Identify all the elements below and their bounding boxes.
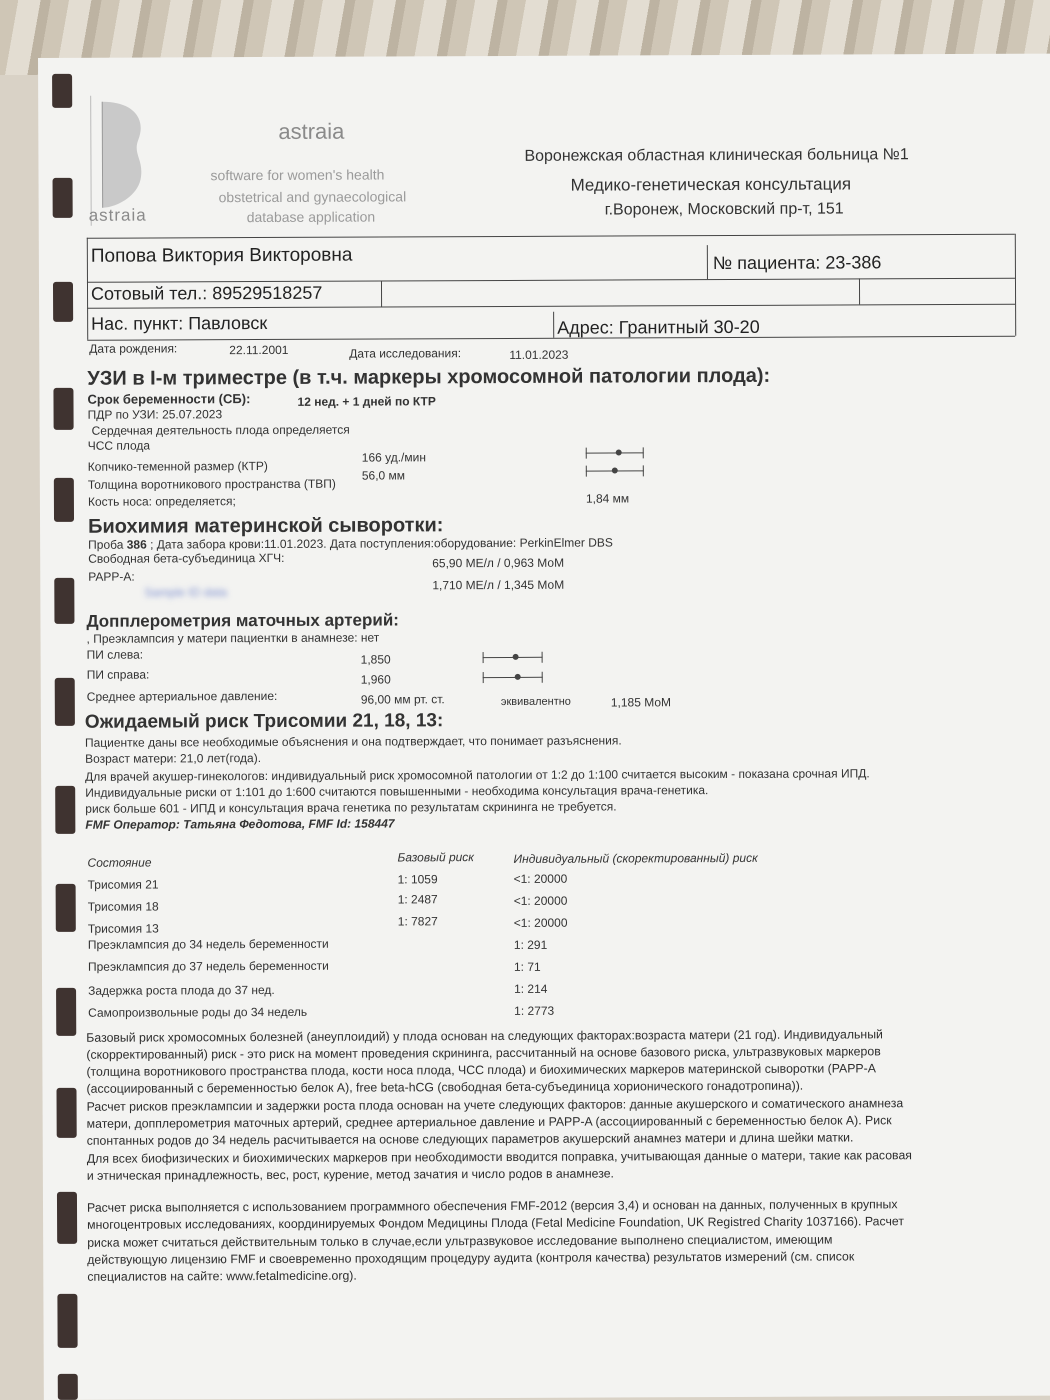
punch-hole: [53, 388, 73, 430]
tvp-value: 1,84 мм: [585, 491, 630, 506]
table-cell: 1: 7827: [397, 914, 438, 929]
patient-locality: Нас. пункт: Павловск: [91, 313, 268, 334]
punch-hole: [54, 578, 74, 624]
pi-right-value: 1,960: [360, 672, 391, 687]
hospital-name: Воронежская областная клиническая больница №1: [524, 146, 909, 165]
logo-tagline: obstetrical and gynaecological: [218, 188, 407, 206]
term-label: Срок беременности (СБ):: [87, 391, 251, 407]
pi-left-label: ПИ слева:: [86, 647, 144, 662]
punch-hole: [57, 1294, 77, 1348]
explanation-line: Для всех биофизических и биохимических маркеров при необходимости вводится поправка, учитывающая данные о матери, такие как расовая: [86, 1148, 912, 1166]
explanation-line: (ассоциированный с беременностью белок А), free beta-hCG (свободная бета-субъединица хорионического гонадотропина)).: [86, 1078, 804, 1096]
table-cell: <1: 20000: [513, 871, 568, 886]
table-border: [381, 281, 382, 307]
table-cell: 1: 71: [513, 959, 541, 974]
explanation-line: (толщина воротникового пространства плода, кости носа плода, ЧСС плода) и биохимических маркеров материнской сыворотки (PAPP-A: [86, 1061, 876, 1079]
patient-phone: Сотовый тел.: 89529518257: [90, 282, 323, 304]
risk-title: Ожидаемый риск Трисомии 21, 18, 13:: [84, 710, 444, 733]
table-border: [87, 238, 88, 340]
patient-address: Адрес: Гранитный 30-20: [557, 316, 760, 338]
hcg-value: 65,90 МЕ/л / 0,963 МоМ: [432, 555, 565, 571]
astraia-logo-icon: [94, 99, 164, 209]
map-mom: 1,185 МоМ: [610, 695, 672, 710]
explanation-line: спонтанных родов до 34 недель расчитывается на основе следующих параметров акушерский анамнез матери и длина шейки матки.: [86, 1130, 854, 1148]
table-cell: 1: 291: [513, 937, 548, 952]
department-name: Медико-генетическая консультация: [570, 174, 852, 195]
table-cell: Самопроизвольные роды до 34 недель: [88, 1004, 308, 1020]
risk-line: Для врачей акушер-гинекологов: индивидуальный риск хромосомной патологии от 1:2 до 1:100 считается высоким - показана срочная ИПД.: [85, 766, 870, 784]
risk-line: Индивидуальные риски от 1:101 до 1:600 считаются повышенными - необходима консультация врача-генетика.: [85, 783, 709, 800]
table-border: [87, 336, 1015, 341]
table-cell: Преэклампсия до 37 недель беременности: [87, 958, 329, 974]
table-border: [707, 245, 708, 279]
explanation-line: Расчет рисков преэклампсии и задержки роста плода основан на учете следующих факторов: данные акушерского и соматического анамнеза: [86, 1096, 904, 1114]
footer-line: многоцентровых исследованиях, координируемых Фондом Медицины Плода (Fetal Medicine Foundation, UK Registred Charity 1037166). Расчет: [87, 1214, 904, 1232]
footer-line: действующую лицензию FMF и своевременно проходящим процедуру аудита (контроля качества) результатов измерений (см. список: [87, 1249, 855, 1267]
papp-value: 1,710 МЕ/л / 1,345 МоМ: [432, 577, 565, 593]
logo-tagline: database application: [246, 208, 376, 226]
explanation-line: матери, допплерометрия маточных артерий, среднее артериальное давление и PAPP-A (ассоциированный с беременностью белок А). Риск: [86, 1113, 892, 1131]
punch-hole: [56, 988, 76, 1036]
hr-value: 166 уд./мин: [361, 450, 426, 465]
exam-date-label: Дата исследования:: [349, 346, 462, 361]
table-cell: 1: 2773: [514, 1003, 555, 1018]
pi-right-marker: [483, 672, 543, 682]
table-cell: Преэклампсия до 34 недель беременности: [87, 936, 329, 952]
pi-left-marker: [483, 652, 543, 662]
table-cell: Задержка роста плода до 37 нед.: [88, 982, 275, 998]
footer-line: специалистов на сайте: www.fetalmedicine.org).: [87, 1268, 357, 1284]
punch-hole: [57, 1192, 77, 1244]
punch-hole: [55, 678, 75, 726]
logo-wordmark: astraia: [88, 205, 147, 225]
table-cell: 1: 214: [514, 981, 548, 996]
biochem-title: Биохимия материнской сыворотки:: [87, 514, 444, 538]
table-border: [87, 278, 1015, 283]
nose-bone: Кость носа: определяется;: [87, 494, 236, 509]
table-cell: Трисомия 13: [87, 921, 159, 936]
table-header: Индивидуальный (скоректированный) риск: [513, 850, 758, 866]
table-border: [553, 312, 554, 338]
hr-label: ЧСС плода: [87, 438, 151, 453]
fmf-operator: FMF Оператор: Татьяна Федотова, FMF Id: 158447: [85, 816, 395, 832]
preeclampsia-history: , Преэклампсия у матери пациентки в анамнезе: нет: [86, 630, 380, 646]
punch-hole: [56, 1088, 76, 1138]
footer-line: риска может считаться действительным только в случае,если ультразвуковое исследование выполнено специалистом, имеющим: [87, 1232, 833, 1250]
ktr-value: 56,0 мм: [361, 468, 406, 483]
pdr-text: ПДР по УЗИ: 25.07.2023: [87, 407, 223, 422]
table-cell: Трисомия 21: [87, 877, 159, 892]
dob-label: Дата рождения:: [89, 341, 178, 356]
sample-info: Проба 386 ; Дата забора крови:11.01.2023. Дата поступления:оборудование: PerkinElmer DBS: [88, 535, 613, 552]
papp-label: PAPP-A:: [88, 569, 135, 584]
punch-hole: [56, 884, 76, 932]
punch-hole: [53, 178, 73, 218]
hospital-address: г.Воронеж, Московский пр-т, 151: [604, 200, 844, 219]
table-border: [1015, 234, 1016, 336]
explanation-line: Базовый риск хромосомных болезней (анеуплоидий) у плода основан на следующих факторах:возраста матери (21 год). Индивидуальный: [86, 1027, 883, 1045]
table-cell: Трисомия 18: [87, 899, 159, 914]
table-cell: <1: 20000: [513, 893, 568, 908]
punch-hole: [52, 74, 72, 108]
table-cell: 1: 1059: [397, 872, 438, 887]
punch-hole: [58, 1374, 78, 1400]
dob-value: 22.11.2001: [229, 342, 289, 358]
explanation-line: и этническая принадлежность, вес, рост, курение, метод зачатия и число родов в анамнезе.: [86, 1166, 614, 1183]
ktr-label: Копчико-теменной размер (КТР): [87, 459, 268, 474]
heart-activity: Сердечная деятельность плода определяется: [91, 422, 350, 438]
table-border: [859, 278, 860, 304]
map-value: 96,00 мм рт. ст.: [360, 692, 445, 707]
term-value: 12 нед. + 1 дней по КТР: [297, 394, 436, 409]
logo-title: astraia: [278, 118, 345, 144]
doppler-title: Допплерометрия маточных артерий:: [86, 610, 399, 631]
exam-date-value: 11.01.2023: [509, 347, 569, 362]
hr-marker: [586, 447, 644, 457]
table-cell: <1: 20000: [513, 915, 568, 930]
tvp-label: Толщина воротникового пространства (ТВП): [87, 476, 336, 492]
redacted-text: Sample ID data: [144, 585, 228, 600]
risk-line: Пациентке даны все необходимые объяснения и она подтверждает, что понимает разъяснения.: [84, 733, 622, 750]
punch-hole: [53, 282, 73, 322]
hcg-label: Свободная бета-субъединица ХГЧ:: [88, 550, 285, 566]
map-equiv: эквивалентно: [500, 695, 571, 708]
ultrasound-title: УЗИ в I-м триместре (в т.ч. маркеры хромосомной патологии плода):: [87, 364, 771, 390]
pi-left-value: 1,850: [360, 652, 391, 667]
table-border: [87, 234, 1015, 239]
patient-id: № пациента: 23-386: [712, 252, 882, 274]
explanation-line: (скорректированный) риск - это риск на момент проведения скрининга, рассчитанный на основе базового риска, ультразвуковых маркеров: [86, 1044, 881, 1062]
logo-tagline: software for women's health: [210, 166, 385, 184]
patient-name: Попова Виктория Викторовна: [90, 244, 353, 267]
table-header: Состояние: [87, 855, 152, 870]
map-label: Среднее артериальное давление:: [86, 688, 278, 704]
ktr-marker: [586, 465, 644, 475]
punch-hole: [54, 478, 74, 522]
risk-line: риск больше 601 - ИПД и консультация врача генетика по результатам скрининга не требуется.: [85, 799, 617, 816]
table-header: Базовый риск: [397, 850, 474, 865]
document-page: [38, 54, 1050, 1400]
table-border: [87, 304, 1015, 309]
pi-right-label: ПИ справа:: [86, 667, 150, 682]
footer-line: Расчет риска выполняется с использованием программного обеспечения FMF-2012 (версия 3,4) и основан на данных, полученных в крупных: [86, 1197, 898, 1215]
risk-line: Возраст матери: 21,0 лет(года).: [85, 751, 262, 766]
punch-hole: [55, 786, 75, 834]
table-cell: 1: 2487: [397, 892, 438, 907]
